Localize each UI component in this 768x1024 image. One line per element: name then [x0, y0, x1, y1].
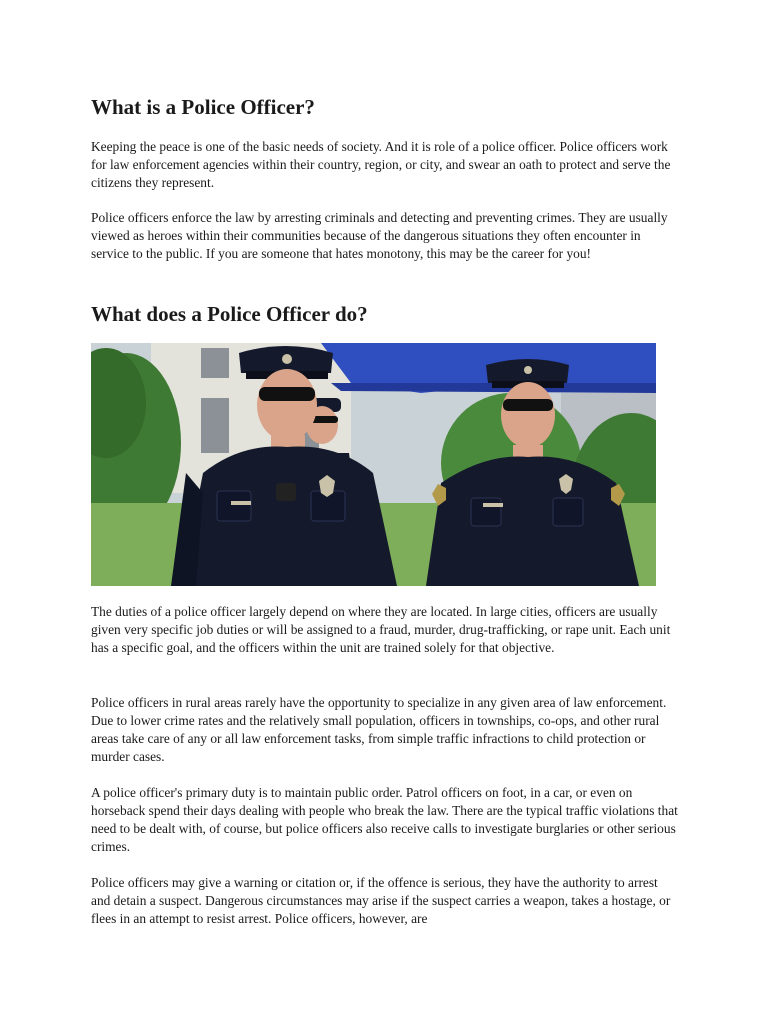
paragraph-rural-areas: Police officers in rural areas rarely have the opportunity to specialize in any given area of law enforcement. Due to lower crime rates and the relatively small population, officers in townships, co-ops, and other rural areas take care of any or all law enforcement tasks, from simple traffic infractions to child protection or murder cases. [91, 695, 667, 764]
heading-what-does-police-officer-do: What does a Police Officer do? [91, 302, 368, 326]
paragraph-enforce-law: Police officers enforce the law by arresting criminals and detecting and preventing crimes. They are usually viewed as heroes within their communities because of the dangerous situations they often encounter in service to the public. If you are someone that hates monotony, this may be the career for you! [91, 210, 668, 261]
paragraph-intro: Keeping the peace is one of the basic needs of society. And it is role of a police officer. Police officers work for law enforcement agencies within their country, region, or city, and swear an oath to protect and serve the citizens they represent. [91, 139, 671, 190]
heading-what-is-police-officer: What is a Police Officer? [91, 95, 315, 119]
paragraph-duties: The duties of a police officer largely depend on where they are located. In large cities, officers are usually given very specific job duties or will be assigned to a fraud, murder, drug-trafficking, or rape unit. Each unit has a specific goal, and the officers within the unit are trained solely for that objective. [91, 604, 671, 655]
paragraph-primary-duty: A police officer's primary duty is to maintain public order. Patrol officers on foot, in a car, or even on horseback spend their days dealing with people who break the law. There are the typical traffic violations that need to be dealt with, of course, but police officers also receive calls to investigate burglaries or other serious crimes. [91, 785, 678, 854]
paragraph-warning-citation: Police officers may give a warning or citation or, if the offence is serious, they have the authority to arrest and detain a suspect. Dangerous circumstances may arise if the suspect carries a weapon, takes a hostage, or flees in an attempt to resist arrest. Police officers, however, are [91, 875, 671, 926]
police-officers-photo [91, 343, 656, 586]
